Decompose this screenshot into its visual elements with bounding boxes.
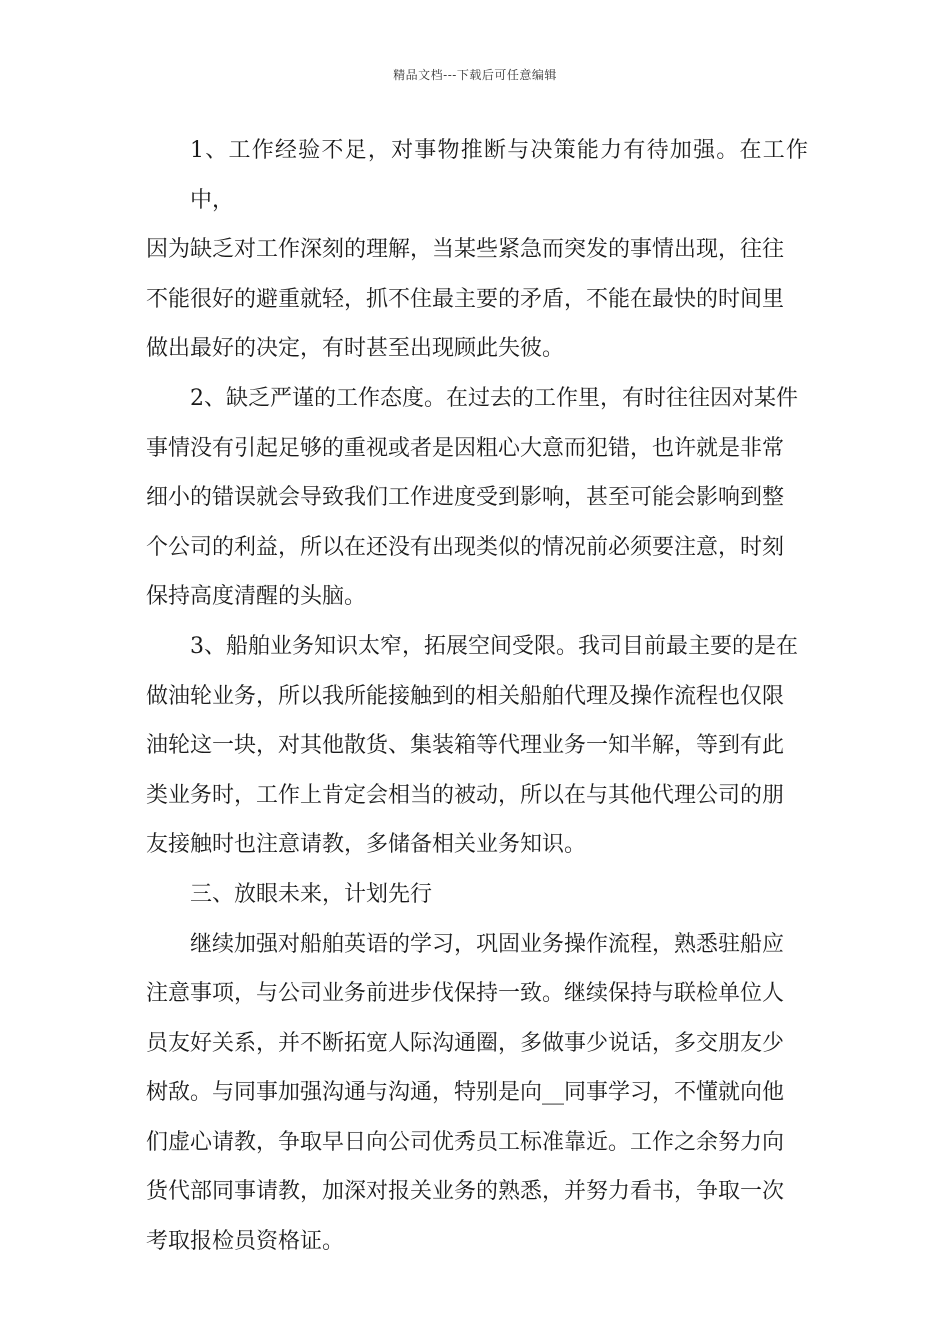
paragraph-line: 做出最好的决定，有时甚至出现顾此失彼。 bbox=[146, 336, 565, 362]
paragraph-line: 注意事项，与公司业务前进步伐保持一致。继续保持与联检单位人 bbox=[146, 981, 785, 1007]
paragraph-line: 友接触时也注意请教，多储备相关业务知识。 bbox=[146, 832, 587, 858]
paragraph-line: 树敌。与同事加强沟通与沟通，特别是向__同事学习，不懂就向他 bbox=[146, 1080, 785, 1106]
paragraph-line: 做油轮业务，所以我所能接触到的相关船舶代理及操作流程也仅限 bbox=[146, 683, 785, 709]
paragraph-line: 油轮这一块，对其他散货、集装箱等代理业务一知半解，等到有此 bbox=[146, 733, 785, 759]
paragraph-line: 不能很好的避重就轻，抓不住最主要的矛盾，不能在最快的时间里 bbox=[146, 286, 785, 312]
paragraph-line: 继续加强对船舶英语的学习，巩固业务操作流程，熟悉驻船应 bbox=[190, 931, 785, 957]
paragraph-line: 事情没有引起足够的重视或者是因粗心大意而犯错，也许就是非常 bbox=[146, 435, 785, 461]
paragraph-line: 保持高度清醒的头脑。 bbox=[146, 584, 367, 610]
heading-line: 三、放眼未来，计划先行 bbox=[190, 881, 433, 907]
paragraph-line: 员友好关系，并不断拓宽人际沟通圈，多做事少说话，多交朋友少 bbox=[146, 1030, 785, 1056]
paragraph-line: 考取报检员资格证。 bbox=[146, 1229, 345, 1255]
paragraph-line: 个公司的利益，所以在还没有出现类似的情况前必须要注意，时刻 bbox=[146, 534, 785, 560]
paragraph-3 bbox=[146, 622, 808, 870]
page-header: 精品文档---下载后可任意编辑 bbox=[393, 68, 557, 82]
paragraph-line: 1、工作经验不足，对事物推断与决策能力有待加强。在工作中， bbox=[190, 138, 808, 213]
paragraph-1 bbox=[146, 126, 808, 374]
paragraph-line: 2、缺乏严谨的工作态度。在过去的工作里，有时往往因对某件 bbox=[190, 385, 798, 411]
section-heading bbox=[146, 870, 808, 920]
paragraph-line: 细小的错误就会导致我们工作进度受到影响，甚至可能会影响到整 bbox=[146, 485, 785, 511]
paragraph-line: 类业务时，工作上肯定会相当的被动，所以在与其他代理公司的朋 bbox=[146, 782, 785, 808]
paragraph-2 bbox=[146, 374, 808, 622]
paragraph-line: 3、船舶业务知识太窄，拓展空间受限。我司目前最主要的是在 bbox=[190, 633, 798, 659]
paragraph-line: 们虚心请教，争取早日向公司优秀员工标准靠近。工作之余努力向 bbox=[146, 1129, 785, 1155]
paragraph-4 bbox=[146, 920, 808, 1267]
paragraph-line: 货代部同事请教，加深对报关业务的熟悉，并努力看书，争取一次 bbox=[146, 1179, 785, 1205]
document-body bbox=[146, 126, 808, 1267]
paragraph-line: 因为缺乏对工作深刻的理解，当某些紧急而突发的事情出现，往往 bbox=[146, 237, 785, 263]
